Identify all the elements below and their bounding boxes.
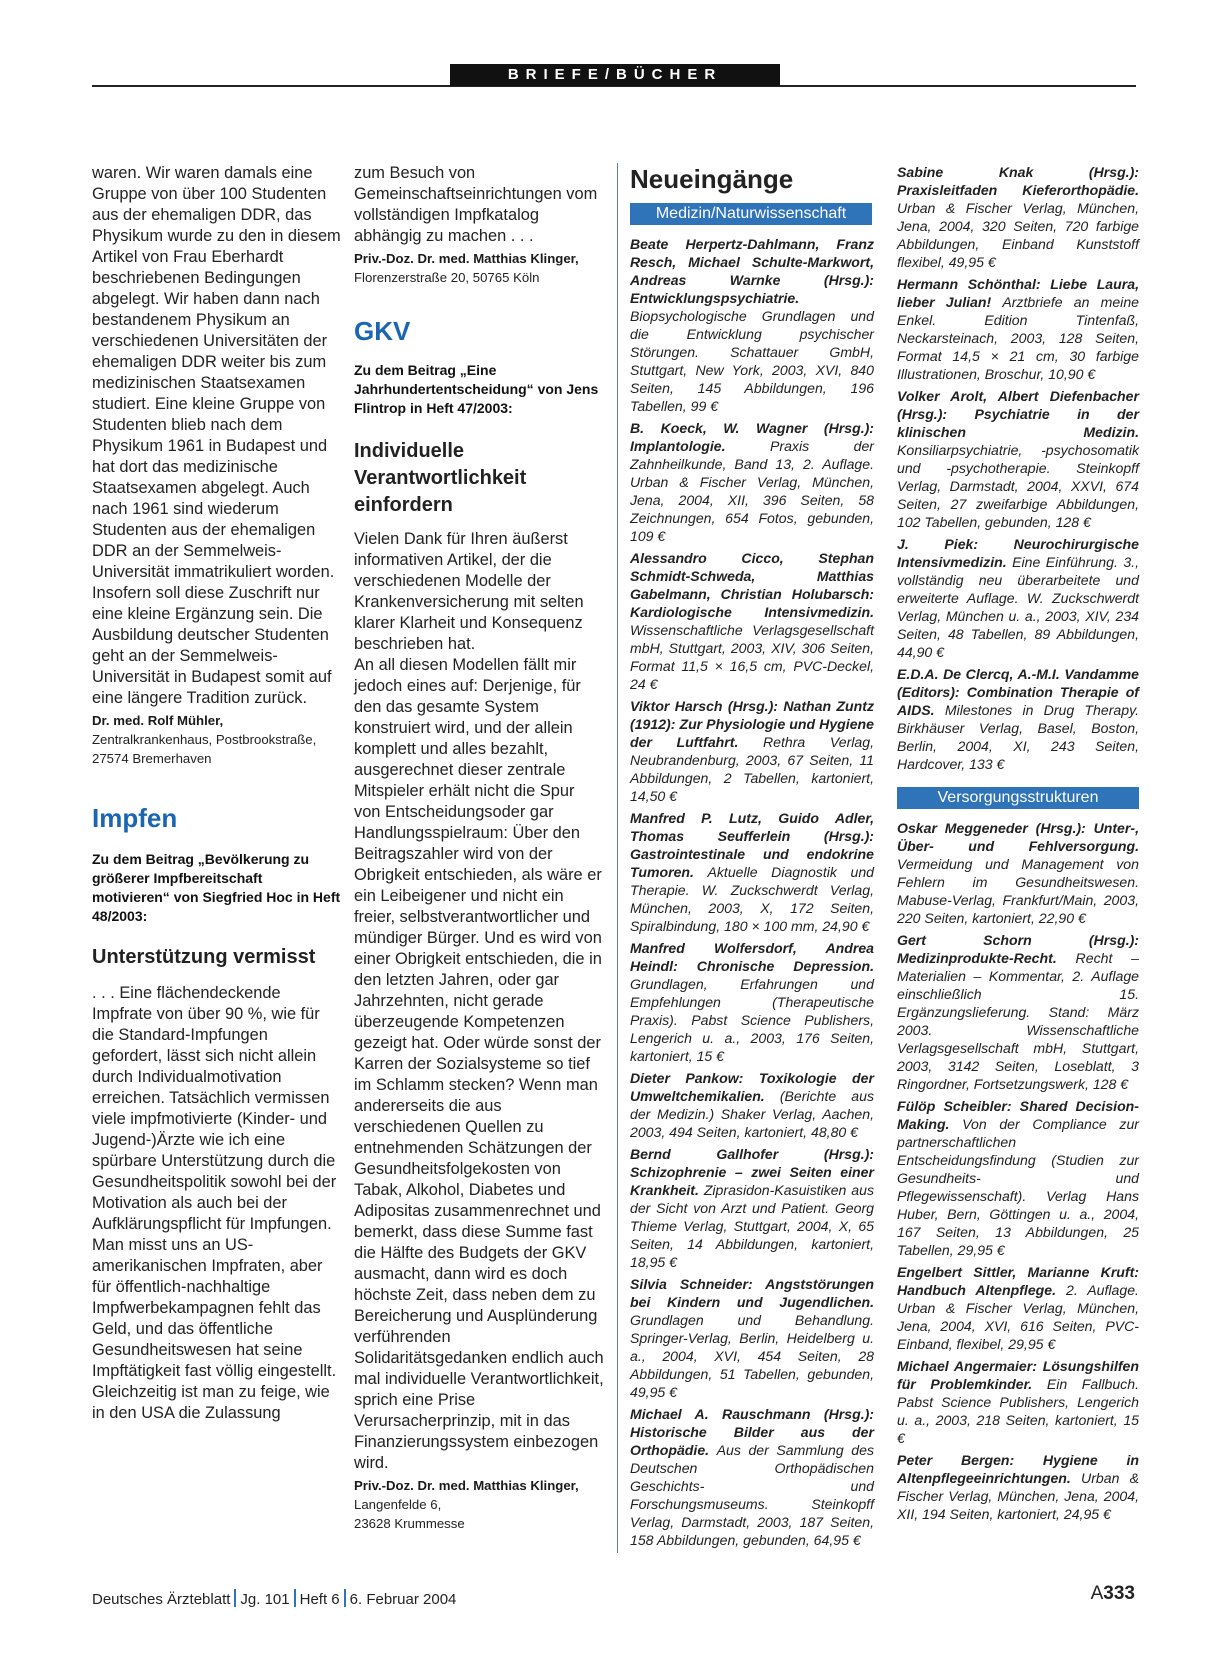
- letter-continuation-text: zum Besuch von Gemeinschaftseinrichtungen vom vollständigen Impfkatalog abhängig zu machen . . .: [354, 164, 598, 245]
- book-entry: [897, 1263, 1139, 1353]
- book-details: Vermeidung und Management von Fehlern im Gesundheitswesen. Mabuse-Verlag, Frankfurt/Main, 2003, 220 Seiten, kartoniert, 22,90 €: [897, 856, 1139, 926]
- page-number: 333: [1103, 1583, 1135, 1604]
- category-bar-medizin: Medizin/Naturwissenschaft: [630, 203, 872, 225]
- letter-body-text-2: An all diesen Modellen fällt mir jedoch eines auf: Derjenige, für den das gesamte System konstruiert wird, und der allein komplett und alles bezahlt, ausgerechnet dieser zentrale Mitspieler erhält nicht die Spur von Entscheidungsoder gar Handlungsspielraum: Über den Beitragszahler wird von der Obrigkeit entschieden, als wäre er ein Leibeigener und nicht ein freier, selbstverantwortlicher und mündiger Bürger. Und es wird von einer Obrigkeit entschieden, die in den letzten Jahren, oder gar Jahrzehnten, nicht gerade überzeugende Kompetenzen gezeigt hat. Oder würde sonst der Karren der Sozialsysteme so tief im Schlamm stecken? Wenn man andererseits die aus verschiedenen Quellen zu entnehmenden Schätzungen der Gesundheitsfolgekosten von Tabak, Alkohol, Diabetes und Adipositas zusammenrechnet und bemerkt, dass diese Summe fast die Hälfte des Budgets der GKV ausmacht, dann wird es doch höchste Zeit, dass neben dem zu Bereicherung und Ausplünderung verführenden Solidaritätsgedanken endlich auch mal individuelle Verantwortlichkeit, sprich eine Prise Verursacherprinzip, mit in das Finanzierungssystem einbezogen wird.: [354, 656, 604, 1472]
- footer-journal: Deutsches Ärzteblatt: [92, 1591, 231, 1608]
- book-details: 2. Auflage. Urban & Fischer Verlag, München, Jena, 2004, XVI, 616 Seiten, PVC-Einband, flexibel, 29,95 €: [897, 1282, 1139, 1352]
- book-title: Fülöp Scheibler: Shared Decision-Making.: [897, 1098, 1139, 1132]
- book-entry: [897, 163, 1139, 271]
- letter-signature-address-line2: 27574 Bremerhaven: [92, 751, 212, 766]
- book-title: Hermann Schönthal: Liebe Laura, lieber Julian!: [897, 276, 1139, 310]
- book-entry: [897, 665, 1139, 773]
- letter-title: Unterstützung vermisst: [92, 946, 316, 968]
- book-entry: [630, 1145, 874, 1271]
- book-details: Grundlagen und Behandlung. Springer-Verlag, Berlin, Heidelberg u. a., 2004, XVI, 454 Seiten, 28 Abbildungen, 51 Tabellen, gebunden, 49,95 €: [630, 1312, 874, 1400]
- letter-title: Individuelle Verantwortlichkeit einfordern: [354, 440, 527, 516]
- book-entry: [630, 235, 874, 415]
- book-details: Praxis der Zahnheilkunde, Band 13, 2. Auflage. Urban & Fischer Verlag, München, Jena, 2004, XII, 396 Seiten, 58 Zeichnungen, 654 Fotos, gebunden, 109 €: [630, 438, 874, 544]
- letter-signature: [354, 1476, 604, 1514]
- letter-signature-address-line2: 23628 Krummesse: [354, 1516, 465, 1531]
- column-1: [92, 163, 342, 1424]
- book-details: Biopsychologische Grundlagen und die Entwicklung psychischer Störungen. Schattauer GmbH, Stuttgart, New York, 2003, XVI, 840 Seiten, 145 Abbildungen, 196 Tabellen, 99 €: [630, 308, 874, 414]
- section-title-gkv: GKV: [354, 316, 411, 346]
- book-title: Engelbert Sittler, Marianne Kruft: Handbuch Altenpflege.: [897, 1264, 1139, 1298]
- footer-issue: Heft 6: [299, 1591, 340, 1608]
- letter-body-text: . . . Eine flächendeckende Impfrate von über 90 %, wie für die Standard-Impfungen gefordert, lässt sich nicht allein durch Individualmotivation erreichen. Tatsächlich vermissen viele impfmotivierte (Kinder- und Jugend-)Ärzte wie ich eine spürbare Unterstützung durch die Gesundheitspolitik sowohl bei der Motivation als auch bei der Aufklärungspflicht für Impfungen. Man misst uns an US-amerikanischen Impfraten, aber für öffentlich-nachhaltige Impfwerbekampagnen fehlt das Geld, und das öffentliche Gesundheitswesen hat seine Impftätigkeit fast völlig eingestellt.: [92, 984, 337, 1380]
- book-title: E.D.A. De Clercq, A.-M.I. Vandamme (Editors): Combination Therapie of AIDS.: [897, 666, 1139, 718]
- book-entry: [897, 1451, 1139, 1523]
- book-entry: [630, 419, 874, 545]
- book-entry: [897, 819, 1139, 927]
- section-header-label: BRIEFE/BÜCHER: [450, 64, 780, 86]
- book-title: Manfred P. Lutz, Guido Adler, Thomas Seufferlein (Hrsg.): Gastrointestinale und endokrine Tumoren.: [630, 810, 874, 880]
- footer-separator: [294, 1589, 296, 1607]
- book-entry: [897, 387, 1139, 531]
- book-list: [897, 163, 1139, 773]
- book-list: [630, 235, 874, 1549]
- book-title: J. Piek: Neurochirurgische Intensivmedizin.: [897, 536, 1139, 570]
- letter-signature-name: Priv.-Doz. Dr. med. Matthias Klinger,: [354, 251, 579, 266]
- book-title: Gert Schorn (Hrsg.): Medizinprodukte-Recht.: [897, 932, 1139, 966]
- book-title: Alessandro Cicco, Stephan Schmidt-Schweda, Matthias Gabelmann, Christian Holubarsch: Kardiologische Intensivmedizin.: [630, 550, 874, 620]
- book-details: Recht – Materialien – Kommentar, 2. Auflage einschließlich 15. Ergänzungslieferung. Stand: März 2003. Wissenschaftliche Verlagsgesellschaft mbH, Stuttgart, 2003, 3142 Seiten, Loseblatt, 3 Ringordner, Fortsetzungswerk, 128 €: [897, 950, 1140, 1092]
- book-title: Bernd Gallhofer (Hrsg.): Schizophrenie – zwei Seiten einer Krankheit.: [630, 1146, 874, 1198]
- article-reference: Zu dem Beitrag „Eine Jahrhundertentscheidung“ von Jens Flintrop in Heft 47/2003:: [354, 362, 599, 416]
- book-entry: [630, 697, 874, 805]
- footer-date: 6. Februar 2004: [349, 1591, 457, 1608]
- book-details: Ziprasidon-Kasuistiken aus der Sicht von Arzt und Patient. Georg Thieme Verlag, Stuttgart, 2004, X, 65 Seiten, 14 Abbildungen, kartoniert, 18,95 €: [630, 1182, 874, 1270]
- book-title: Michael Angermaier: Lösungshilfen für Problemkinder.: [897, 1358, 1139, 1392]
- book-entry: [630, 1275, 874, 1401]
- book-details: Ein Fallbuch. Pabst Science Publishers, Lengerich u. a., 2003, 218 Seiten, kartoniert, 15 €: [897, 1376, 1139, 1446]
- book-entry: [897, 535, 1139, 661]
- column-2: [354, 163, 604, 1533]
- book-entry: [630, 809, 874, 935]
- column-4: [897, 163, 1139, 1523]
- book-entry: [897, 931, 1139, 1093]
- letter-body-text: Vielen Dank für Ihren äußerst informativen Artikel, der die verschiedenen Modelle der Krankenversicherung mit selten klarer Klarheit und Konsequenz beschrieben hat.: [354, 530, 584, 653]
- book-entry: [897, 1097, 1139, 1259]
- page-prefix: A: [1090, 1583, 1104, 1604]
- book-title: Viktor Harsch (Hrsg.): Nathan Zuntz (1912): Zur Physiologie und Hygiene der Luftfahrt.: [630, 698, 874, 750]
- book-title: Dieter Pankow: Toxikologie der Umweltchemikalien.: [630, 1070, 874, 1104]
- footer-separator: [344, 1589, 346, 1607]
- book-entry: [897, 1357, 1139, 1447]
- letter-signature-name: Dr. med. Rolf Mühler,: [92, 713, 224, 728]
- category-bar-versorgung: Versorgungsstrukturen: [897, 787, 1139, 809]
- letter-body-text-2: Gleichzeitig ist man zu feige, wie in den USA die Zulassung: [92, 1383, 330, 1422]
- book-entry: [897, 275, 1139, 383]
- book-details: Arztbriefe an meine Enkel. Edition Tintenfaß, Neckarsteinach, 2003, 128 Seiten, Format 14,5 × 21 cm, 30 farbige Illustrationen, Broschur, 10,90 €: [897, 294, 1139, 382]
- footer-citation: [92, 1589, 456, 1608]
- letter-signature-name: Priv.-Doz. Dr. med. Matthias Klinger,: [354, 1478, 579, 1493]
- book-details: Konsiliarpsychiatrie, -psychosomatik und -psychotherapie. Steinkopff Verlag, Darmstadt, 2004, XXVI, 674 Seiten, 27 zweifarbige Abbildungen, 102 Tabellen, gebunden, 128 €: [897, 442, 1139, 530]
- neueingaenge-title: Neueingänge: [630, 164, 794, 194]
- letter-continuation-text: waren. Wir waren damals eine Gruppe von über 100 Studenten aus der ehemaligen DDR, das Physikum wurde zu den in diesem Artikel von Frau Eberhardt beschriebenen Bedingungen abgelegt. Wir haben dann nach bestandenem Physikum an verschiedenen Universitäten der ehemaligen DDR weiter bis zum medizinischen Staatsexamen studiert. Eine kleine Gruppe von Studenten blieb nach dem Physikum 1961 in Budapest und hat dort das medizinische Staatsexamen abgelegt. Auch nach 1961 sind wiederum Studenten aus der ehemaligen DDR an der Semmelweis-Universität immatrikuliert worden. Insofern soll diese Zuschrift nur eine kleine Ergänzung sein. Die Ausbildung deutscher Studenten geht an der Semmelweis-Universität in Budapest somit auf eine längere Tradition zurück.: [92, 164, 341, 707]
- article-reference: Zu dem Beitrag „Bevölkerung zu größerer Impfbereitschaft motivieren“ von Siegfried Hoc in Heft 48/2003:: [92, 851, 341, 924]
- book-title: Manfred Wolfersdorf, Andrea Heindl: Chronische Depression.: [630, 940, 874, 974]
- book-title: Michael A. Rauschmann (Hrsg.): Historische Bilder aus der Orthopädie.: [630, 1406, 874, 1458]
- book-details: Rethra Verlag, Neubrandenburg, 2003, 67 Seiten, 11 Abbildungen, 2 Tabellen, kartoniert, 14,50 €: [630, 734, 874, 804]
- book-entry: [630, 939, 874, 1065]
- book-details: Aus der Sammlung des Deutschen Orthopädischen Geschichts- und Forschungsmuseums. Steinkopff Verlag, Darmstadt, 2003, 187 Seiten, 158 Abbildungen, gebunden, 64,95 €: [630, 1442, 874, 1548]
- book-details: Aktuelle Diagnostik und Therapie. W. Zuckschwerdt Verlag, München, 2003, X, 172 Seiten, Spiralbindung, 180 × 100 mm, 24,90 €: [630, 864, 874, 934]
- book-title: Volker Arolt, Albert Diefenbacher (Hrsg.): Psychiatrie in der klinischen Medizin.: [897, 388, 1139, 440]
- book-details: Urban & Fischer Verlag, München, Jena, 2004, 320 Seiten, 720 farbige Abbildungen, Einband Kunststoff flexibel, 49,95 €: [897, 200, 1139, 270]
- book-title: Sabine Knak (Hrsg.): Praxisleitfaden Kieferorthopädie.: [897, 164, 1139, 198]
- book-details: Von der Compliance zur partnerschaftlichen Entscheidungsfindung (Studien zur Gesundheits- und Pflegewissenschaft). Verlag Hans Huber, Bern, Göttingen u. a., 2004, 167 Seiten, 13 Abbildungen, 25 Tabellen, 29,95 €: [897, 1116, 1139, 1258]
- letter-signature-address-inline: Langenfelde 6,: [354, 1497, 442, 1512]
- column-3: [630, 163, 874, 1549]
- book-title: Silvia Schneider: Angststörungen bei Kindern und Jugendlichen.: [630, 1276, 874, 1310]
- book-entry: [630, 1069, 874, 1141]
- book-details: Wissenschaftliche Verlagsgesellschaft mbH, Stuttgart, 2003, XIV, 306 Seiten, Format 11,5 × 16,5 cm, PVC-Deckel, 24 €: [630, 622, 874, 692]
- column-divider: [617, 163, 618, 1553]
- book-details: Urban & Fischer Verlag, München, Jena, 2004, XII, 194 Seiten, kartoniert, 24,95 €: [897, 1470, 1139, 1522]
- book-details: (Berichte aus der Medizin.) Shaker Verlag, Aachen, 2003, 494 Seiten, kartoniert, 48,80 €: [630, 1088, 874, 1140]
- section-title-impfen: Impfen: [92, 803, 178, 833]
- book-details: Milestones in Drug Therapy. Birkhäuser Verlag, Basel, Boston, Berlin, 2004, XI, 243 Seiten, Hardcover, 133 €: [897, 702, 1140, 772]
- book-title: Oskar Meggeneder (Hrsg.): Unter-, Über- und Fehlversorgung.: [897, 820, 1139, 854]
- book-list: [897, 819, 1139, 1523]
- footer-page: [1091, 1583, 1135, 1605]
- letter-signature-address-line1: Zentralkrankenhaus, Postbrookstraße,: [92, 732, 317, 747]
- book-details: Eine Einführung. 3., vollständig neu überarbeitete und erweiterte Auflage. W. Zuckschwerdt Verlag, München u. a., 2003, XIV, 234 Seiten, 48 Tabellen, 89 Abbildungen, 44,90 €: [897, 554, 1139, 660]
- book-title: Peter Bergen: Hygiene in Altenpflegeeinrichtungen.: [897, 1452, 1139, 1486]
- book-entry: [630, 549, 874, 693]
- book-details: Grundlagen, Erfahrungen und Empfehlungen (Therapeutische Praxis). Pabst Science Publishers, Lengerich u. a., 2003, 176 Seiten, kartoniert, 15 €: [630, 976, 874, 1064]
- book-title: B. Koeck, W. Wagner (Hrsg.): Implantologie.: [630, 420, 874, 454]
- book-title: Beate Herpertz-Dahlmann, Franz Resch, Michael Schulte-Markwort, Andreas Warnke (Hrsg.): Entwicklungspsychiatrie.: [630, 236, 874, 306]
- book-entry: [630, 1405, 874, 1549]
- footer-separator: [234, 1589, 236, 1607]
- letter-signature-address: Florenzerstraße 20, 50765 Köln: [354, 270, 540, 285]
- footer-volume: Jg. 101: [240, 1591, 290, 1608]
